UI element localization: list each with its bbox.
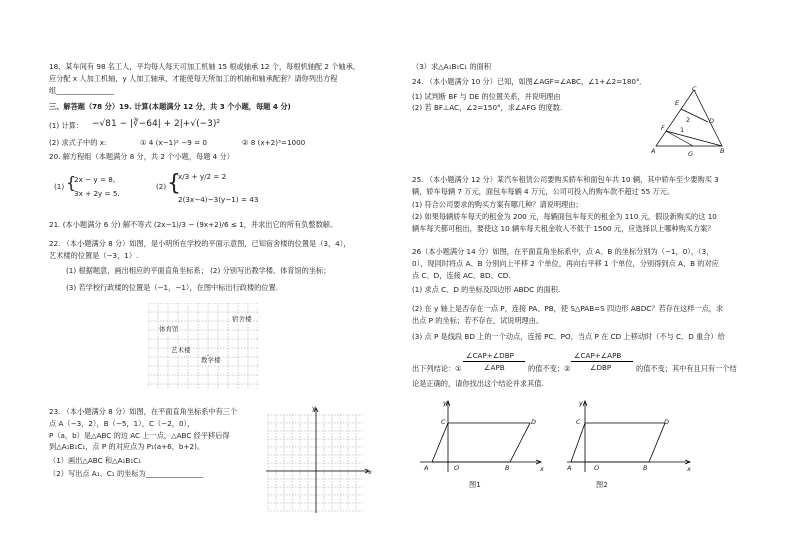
q25-line1: 25. （本小题满分 12 分）某汽车租赁公司要购买轿车和面包车共 10 辆，其中轿车至少要购买 3 [412,175,719,184]
q19-p2-a: ① 4 (x−1)² −9 = 0 [140,138,207,147]
q25-line5: 辆车每天都可租出，要使这 10 辆车每天租金收入不低于 1500 元，应选择以上哪种购买方案？ [412,224,715,233]
q26-fig1-a: A [424,464,429,472]
q26-frac1-den: ∠APB [484,363,505,372]
q26-line8a: 出下列结论：① [412,364,462,373]
q26-fig1-o: O [454,464,460,472]
q24-pt-g: G [688,150,694,158]
map-label-art: 艺术楼 [171,346,191,354]
q19-p1-label: (1) 计算： [49,121,84,130]
q22-line4: (3) 若学校行政楼的位置是（−1，−1），在图中标出行政楼的位置. [66,283,279,292]
q23-axis-y-label: y [312,404,316,412]
q26-fig2-x: x [687,465,691,473]
section3-title: 三、解答题（78 分）19. 计算(本题满分 12 分，共 3 个小题，每题 4 分) [49,102,291,111]
q26-frac1-bar [463,361,525,362]
q23-line6: （2）写出点 A₁、C₁ 的坐标为________________ [49,469,204,478]
map-label-gym: 体育馆 [159,325,179,333]
q24-pt-a: A [651,147,656,155]
q24-pt-f: F [661,124,665,132]
q20-s2-eq1: x/3 + y/2 = 2 [178,172,227,181]
q24-line2: (1) 试判断 BF 与 DE 的位置关系，并说明理由 [412,92,561,101]
q24-angle-2: 2 [686,116,691,124]
q23-line2: 点 A（−3，2），B（−5，1），C（−2，0）， [49,419,195,428]
map-label-dorm: 宿舍楼 [232,315,252,323]
q25-line2: 辆，轿车每辆 7 万元，面包车每辆 4 万元，公司可投入的购车款不超过 55 万元。 [412,187,675,196]
q26-fig2-caption: 图2 [596,480,608,489]
q20-s1-brace: { [66,173,77,192]
q26-fig1-c: C [441,418,446,426]
q21-text: 21. (本小题满分 6 分) 解不等式 (2x−1)/3 − (9x+2)/6 ≤ 1，并求出它的所有负整数解。 [49,220,338,229]
q23-line1: 23. （本小题满分 8 分）如图，在平面直角坐标系中有三个 [49,407,238,416]
q26-line3: 点 C、D，连接 AC、BD、CD. [412,271,511,280]
q26-line7: (3) 点 P 是线段 BD 上的一个动点，连接 PC、PO，当点 P 在 CD 上移动时（不与 C、D 重合）给 [412,332,725,341]
q20-s1-eq2: 3x + 2y = 5. [74,189,120,198]
q22-line1: 22. （本小题满分 8 分）如图，是小明所在学校的平面示意图，已知宿舍楼的位置是（3，4）， [49,239,351,248]
q22-line2: 艺术楼的位置是（−3，1）. [49,251,139,260]
q26-fig2-o: O [594,464,600,472]
q26-fig2-b: B [643,464,648,472]
q22-line3: (1) 根据题意，画出相应的平面直角坐标系； (2) 分别写出教学楼、体育馆的坐标； [66,266,331,275]
q23-coordinate-grid [262,405,374,515]
q18-line3: 组________________ [49,86,114,95]
q24-pt-d: D [709,117,715,125]
q26-line8b: 的值不变；② [528,364,571,373]
q23-3-text: （3）求△A₁B₁C₁ 的面积 [412,62,492,71]
q23-line5: （1）画出△ABC 和△A₁B₁C₁ [49,456,142,465]
q26-line6: 出点 P 的坐标；若不存在，试说明理由。 [412,316,544,325]
q18-line1: 18、某车间有 98 名工人，平均每人每天可加工机轴 15 根或轴承 12 个，每根机轴配 2 个轴承， [49,62,360,71]
q26-fig2-y: y [579,399,583,407]
q24-pt-c: C [692,85,697,93]
q26-line4: (1) 求点 C、D 的坐标及四边形 ABDC 的面积. [412,285,561,294]
q26-line9: 论是正确的，请你找出这个结论并求其值. [412,379,544,388]
q26-fig2-c: C [576,418,581,426]
q26-fig1-b: B [505,464,510,472]
q24-pt-e: E [675,99,680,107]
q26-figure-1 [418,398,548,474]
q20-s1-eq1: 2x − y = 8, [74,175,116,184]
q26-line8c: 的值不变；其中有且只有一个结 [636,364,737,373]
q20-s1-label: (1) [54,182,65,191]
q26-fig1-caption: 图1 [469,480,481,489]
q23-axis-x-label: x [368,468,372,476]
q26-figure-2 [565,398,695,474]
q26-frac2-num: ∠CAP+∠APB [574,351,622,360]
q26-line5: (2) 在 y 轴上是否存在一点 P，连接 PA、PB，使 S△PAB=S 四边形 ABDC？若存在这样一点，求 [412,304,724,313]
q20-s2-eq2: 2(3x−4)−3(y−1) = 43 [178,195,259,204]
q24-line1: 24. （本小题满分 10 分）已知，如图∠AGF=∠ABC，∠1+∠2=180°． [412,77,647,86]
q26-fig1-d: D [531,418,537,426]
q26-fig1-x: x [540,465,544,473]
q26-line1: 26（本小题满分 14 分）如图，在平面直角坐标系中，点 A、B 的坐标分别为（−1，0），（3， [412,247,714,256]
q20-s2-label: (2) [156,182,167,191]
q19-p1-expr: −√81 − |∛−64| + 2|+√(−3)² [92,119,220,129]
q25-line3: (1) 符合公司要求的购买方案有哪几种？请说明理由； [412,200,583,209]
q23-line4: 到△A₁B₁C₁，点 P 的对应点为 P₁(a+6，b+2)。 [49,442,205,451]
q24-line3: (2) 若 BF⊥AC，∠2=150°，求∠AFG 的度数. [412,103,563,112]
q24-pt-b: B [720,147,725,155]
q25-line4: (2) 如果每辆轿车每天的租金为 200 元，每辆面包车每天的租金为 110 元，假设新购买的这 10 [412,212,717,221]
q26-fig2-a: A [567,464,572,472]
q26-frac2-bar [571,361,633,362]
q26-frac1-num: ∠CAP+∠DBP [466,351,514,360]
q19-p2-b: ② 8 (x+2)³=1000 [242,138,306,147]
q26-fig1-y: y [443,399,447,407]
q20-s2-brace: { [167,171,181,196]
q19-p2-label: (2) 求式子中的 x: [49,138,107,147]
q23-line3: P（a，b）是△ABC 的边 AC 上一点，△ABC 经平移后得 [49,431,230,440]
q26-frac2-den: ∠DBP [590,363,612,372]
q24-angle-1: 1 [680,126,685,134]
q26-fig2-d: D [664,418,670,426]
q18-line2: 应分配 x 人加工机轴，y 人加工轴承，才能使每天所加工的机轴和轴承配套？请你列出方程 [49,74,338,83]
q26-line2: 0），现同时将点 A、B 分别向上平移 2 个单位，再向右平移 1 个单位，分别得到点 A、B 的对应 [412,259,719,268]
q20-title: 20. 解方程组（本题满分 8 分，共 2 个小题，每题 4 分） [49,152,234,161]
map-label-teaching: 教学楼 [201,356,221,364]
